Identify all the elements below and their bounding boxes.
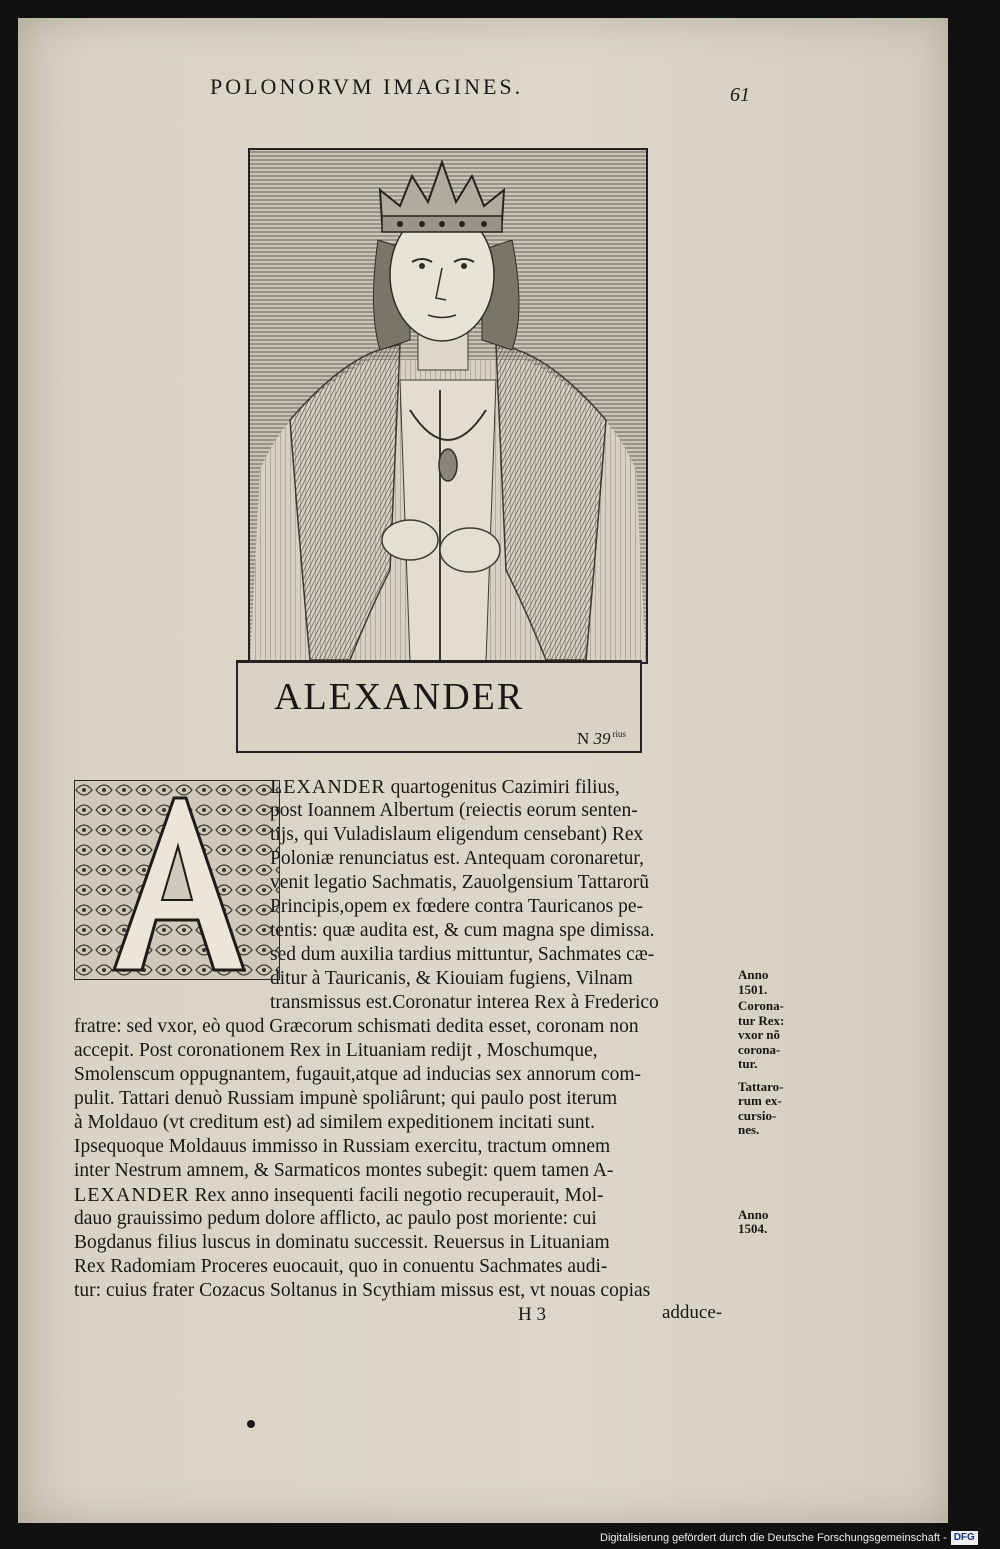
king-portrait-illustration [250, 150, 646, 662]
margin-notes [738, 968, 818, 1237]
text-line [74, 775, 739, 799]
digitization-footer [600, 1531, 995, 1547]
text-line: venit legatio Sachmatis, Zauolgensium Tattarorũ [270, 872, 649, 893]
text-line: tentis: quæ audita est, & cum magna spe dimissa. [270, 920, 655, 941]
portrait-engraving [248, 148, 648, 664]
text-line [74, 1183, 739, 1207]
name-smallcaps: LEXANDER [270, 776, 386, 798]
page-number: 61 [730, 84, 750, 106]
body-text [74, 775, 739, 1303]
portrait-caption: ALEXANDER [274, 676, 525, 718]
text-line: tur: cuius frater Cozacus Soltanus in Scythiam missus est, vt nouas copias [74, 1280, 651, 1301]
text-line-rest: Rex anno insequenti facili negotio recuperauit, Mol- [189, 1185, 604, 1206]
plate-number-sup: rius [612, 729, 626, 739]
margin-note: Tattaro- rum ex- cursio- nes. [738, 1078, 784, 1137]
margin-note: Corona- tur Rex: vxor nõ corona- tur. [738, 998, 785, 1071]
plate-number-value: 39 [593, 729, 611, 748]
text-line: Principis,opem ex fœdere contra Tauricanos pe- [270, 896, 643, 917]
text-line: accepit. Post coronationem Rex in Lituaniam redijt , Moschumque, [74, 1040, 598, 1061]
margin-note: Anno 1501. [738, 967, 769, 997]
text-line: Poloniæ renunciatus est. Antequam coronaretur, [270, 848, 644, 869]
text-line: sed dum auxilia tardius mittuntur, Sachmates cæ- [270, 944, 655, 965]
text-line: fratre: sed vxor, eò quod Græcorum schismati dedita esset, coronam non [74, 1016, 639, 1037]
text-line: inter Nestrum amnem, & Sarmaticos montes subegit: quem tamen A- [74, 1160, 614, 1181]
text-line: ditur à Tauricanis, & Kiouiam fugiens, Vilnam [270, 968, 633, 989]
text-line-rest: quartogenitus Cazimiri filius, [385, 777, 620, 798]
plate-number [577, 729, 626, 749]
text-line: post Ioannem Albertum (reiectis eorum senten- [270, 800, 638, 821]
text-line: tijs, qui Vuladislaum eligendum censebant) Rex [270, 824, 644, 845]
catchword: adduce- [662, 1302, 723, 1323]
name-smallcaps: LEXANDER [74, 1184, 190, 1206]
running-head: POLONORVM IMAGINES. [210, 74, 524, 99]
text-line: à Moldauo (vt creditum est) ad similem expeditionem incitati sunt. [74, 1112, 595, 1133]
footer-text: Digitalisierung gefördert durch die Deutsche Forschungsgemeinschaft - [600, 1531, 947, 1544]
signature-mark: H 3 [518, 1304, 546, 1325]
margin-note: Anno 1504. [738, 1206, 769, 1236]
dfg-logo-icon: DFG [951, 1531, 978, 1545]
text-line: Rex Radomiam Proceres euocauit, quo in conuentu Sachmates audi- [74, 1256, 608, 1277]
text-line: Smolenscum oppugnantem, fugauit,atque ad inducias sex annorum com- [74, 1064, 641, 1085]
plate-number-prefix: N [576, 729, 590, 748]
text-line: Bogdanus filius luscus in dominatu successit. Reuersus in Lituaniam [74, 1232, 610, 1253]
ink-dot [247, 1420, 255, 1428]
portrait-caption-box [236, 660, 642, 753]
text-line: transmissus est.Coronatur interea Rex à Frederico [270, 992, 659, 1013]
text-line: pulit. Tattari denuò Russiam impunè spoliârunt; qui paulo post iterum [74, 1088, 618, 1109]
text-line: Ipsequoque Moldauus immisso in Russiam exercitu, tractum omnem [74, 1136, 611, 1157]
text-line: dauo grauissimo pedum dolore afflicto, ac paulo post moriente: cui [74, 1208, 597, 1229]
